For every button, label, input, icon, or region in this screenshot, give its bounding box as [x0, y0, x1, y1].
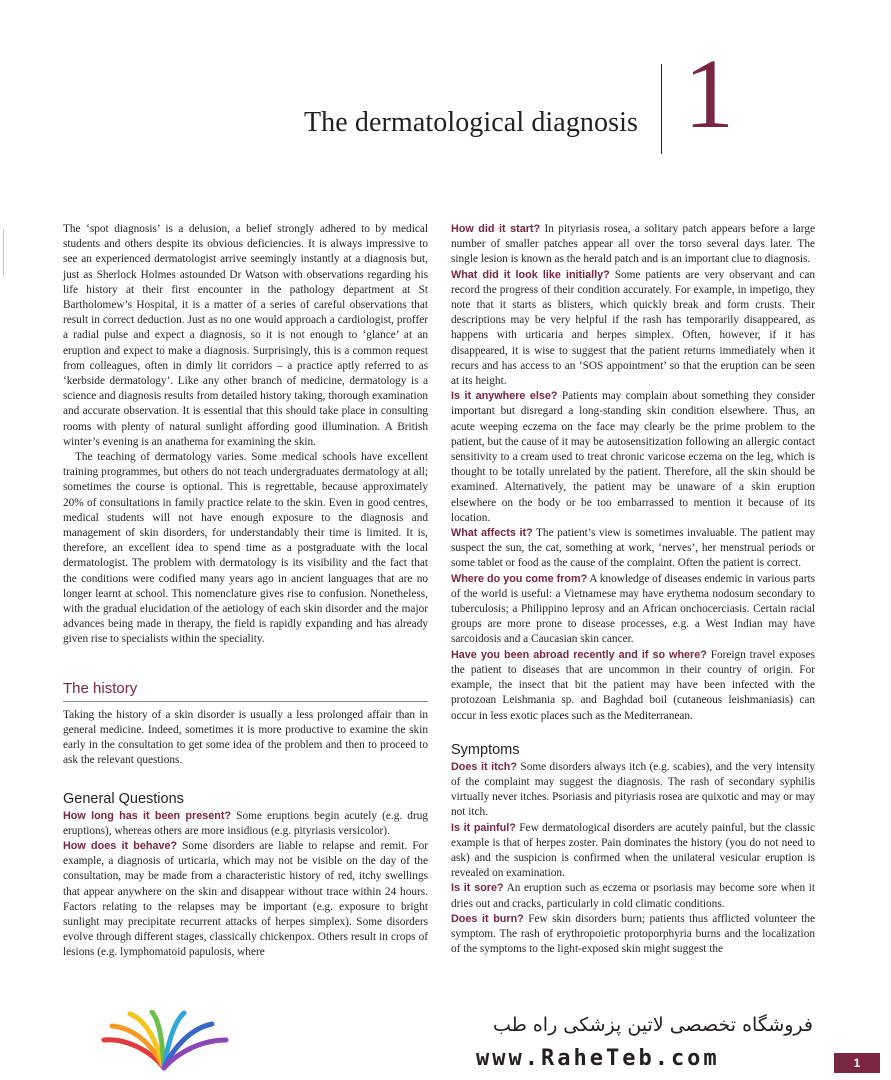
question-label: What affects it?	[451, 527, 533, 540]
question-paragraph	[451, 268, 815, 390]
right-column	[451, 222, 815, 957]
store-name: فروشگاه تخصصی لاتین پزشکی راه طب	[493, 1014, 813, 1036]
symptom-label: Is it painful?	[451, 821, 516, 834]
question-paragraph	[451, 222, 815, 268]
question-label: How did it start?	[451, 223, 541, 235]
question-text: A knowledge of diseases endemic in various parts of the world is useful: a Vietnamese may have erythema nodosum secondary to tuberculosis; a Philippino leprosy and an African onchocerciasis. Certain racial groups are more prone to disease processes, e.g. a West Indian may have sarcoidosis and a Caucasian skin cancer.	[451, 572, 815, 646]
chapter-title: The dermatological diagnosis	[303, 107, 638, 138]
question-paragraph	[451, 648, 815, 724]
open-book-logo-icon	[100, 1010, 230, 1072]
symptom-paragraph	[451, 881, 815, 911]
question-label: How long has it been present?	[63, 809, 232, 822]
symptom-paragraph	[451, 760, 815, 821]
question-text: In pityriasis rosea, a solitary patch appears before a large number of smaller patches appear all over the torso several days later. The single lesion is known as the herald patch and is an important clue to diagnosis.	[451, 223, 815, 266]
symptom-paragraph	[451, 912, 815, 958]
symptoms-heading: Symptoms	[451, 741, 520, 758]
intro-paragraph: The ‘spot diagnosis’ is a delusion, a belief strongly adhered to by medical students and others despite its obvious deficiencies. It is always impressive to see an experienced dermatologist arrive seemingly instantly at a diagnosis but, just as Sherlock Holmes astounded Dr Watson with observations regarding his life history at their first encounter in the pathology department at St Bartholomew’s Hospital, it is a matter of a series of careful observations that result in correct deduction. Just as no one would approach a cardiologist, proffer a radial pulse and expect a diagnosis, so it is not enough to ‘glance’ at an eruption and expect to make a diagnosis. Surprisingly, this is a common request from colleagues, often in dimly lit corridors – a practice aptly referred to as ‘kerbside dermatology’. Like any other branch of medicine, dermatology is a science and diagnosis results from detailed history taking, thorough examination and accurate observation. It is essential that this should take place in consulting rooms with plenty of natural sunlight affording good illumination. A British winter’s evening is an anathema for examining the skin.	[63, 223, 428, 448]
page-edge-mark	[3, 228, 8, 278]
question-label: Is it anywhere else?	[451, 390, 558, 403]
symptom-text: An eruption such as eczema or psoriasis may become sore when it dries out and cracks, particularly in cold climatic conditions.	[451, 882, 815, 910]
question-paragraph	[63, 839, 428, 961]
question-paragraph	[451, 572, 815, 648]
store-url[interactable]: www.RaheTeb.com	[476, 1046, 720, 1071]
title-divider	[661, 64, 662, 154]
intro-paragraph: The teaching of dermatology varies. Some medical schools have excellent training programmes, but others do not teach undergraduates dermatology at all; sometimes the course is optional. This is regrettable, because approximately 20% of consultations in family practice relate to the skin. Even in good centres, medical students will not have enough exposure to the diagnosis and management of skin disorders, for understandably their time is limited. It is, therefore, an excellent idea to spend time as a postgraduate with the local dermatologist. The problem with dermatology is its visibility and the fact that the conditions were codified many years ago in ancient languages that are no longer learnt at school. This nomenclature gives rise to confusion. Nonetheless, with the gradual elucidation of the aetiology of each skin disorder and the major advances being made in therapy, the field is rapidly expanding and has already given rise to specialists within the speciality.	[63, 451, 428, 646]
question-text: Some eruptions begin acutely (e.g. drug eruptions), whereas others are more insidious (e.g. pityriasis versicolor).	[63, 809, 428, 837]
general-questions-heading: General Questions	[63, 790, 184, 807]
symptom-paragraph	[451, 821, 815, 882]
question-paragraph	[451, 389, 815, 526]
question-paragraph	[451, 526, 815, 572]
question-text: Some patients are very observant and can record the progress of their condition accurately. For example, in impetigo, they note that it starts as blisters, which quickly break and form crusts. Their descriptions may be very helpful if the rash has temporarily disappeared, as happens with urticaria and herpes simplex. Often, however, if it has disappeared, it is wise to suggest that the patient returns immediately when it recurs and has access to an ‘SOS appointment’ so that the eruption can be seen at its height.	[451, 268, 816, 388]
question-text: Patients may complain about something they consider important but disregard a long-standing skin condition elsewhere. Thus, an acute weeping eczema on the face may clearly be the prime problem to the patient, but the cause of it may be autosensitization following an allergic contact sensitivity to a cream used to treat chronic varicose eczema on the leg, which is thought to be totally unrelated by the patient. Therefore, all the skin should be examined. Alternatively, the patient may be unaware of a skin eruption elsewhere on the body or be too embarrassed to mention it because of its location.	[451, 390, 815, 524]
question-text: Some disorders are liable to relapse and remit. For example, a diagnosis of urticaria, which may not be visible on the day of the consultation, may be made from a characteristic history of red, itchy swellings that appear anywhere on the skin and disappear without trace within 24 hours. Factors relating to the relapses may be important (e.g. exposure to bright sunlight may precipitate recurrent attacks of herpes simplex). Some disorders evolve through different stages, classically chickenpox. Others result in crops of lesions (e.g. lymphomatoid papulosis, where	[63, 839, 429, 959]
chapter-number: 1	[684, 38, 734, 149]
question-text: Foreign travel exposes the patient to diseases that are uncommon in their country of origin. For example, the insect that bit the patient may have been infected with the protozoan Leishmania sp. and Baghdad boil (cutaneous leishmaniasis) can occur in less exotic places such as the Mediterranean.	[451, 648, 815, 722]
history-paragraph: Taking the history of a skin disorder is usually a less prolonged affair than in general medicine. Indeed, sometimes it is more productive to examine the skin early in the consultation to get some idea of the problem and then to proceed to ask the relevant questions.	[63, 708, 428, 767]
question-paragraph	[63, 809, 428, 839]
question-label: What did it look like initially?	[451, 268, 610, 281]
history-heading: The history	[63, 680, 428, 702]
symptom-text: Few dermatological disorders are acutely painful, but the classic example is that of herpes zoster. Pain dominates the history (you do not need to ask) and the suspicion is confirmed when the unilateral vesicular eruption is revealed on examination.	[451, 821, 815, 880]
page-number: 1	[834, 1053, 880, 1073]
symptom-text: Some disorders always itch (e.g. scabies), and the very intensity of the complaint may suggest the diagnosis. The rash of secondary syphilis virtually never itches. Psoriasis and pityriasis rosea are quixotic and may or may not itch.	[451, 760, 815, 819]
question-text: The patient’s view is sometimes invaluable. The patient may suspect the sun, the cat, something at work, ‘nerves’, her menstrual periods or some tablet or food as the cause of the complaint. Often the patient is correct.	[451, 527, 815, 570]
symptom-label: Does it itch?	[451, 760, 517, 773]
question-label: Have you been abroad recently and if so where?	[451, 648, 707, 661]
symptom-label: Is it sore?	[451, 882, 504, 895]
left-column	[63, 222, 428, 961]
question-label: Where do you come from?	[451, 572, 588, 585]
symptom-label: Does it burn?	[451, 912, 524, 925]
symptom-text: Few skin disorders burn; patients thus afflicted volunteer the symptom. The rash of erythropoietic protoporphyria burns and the localization of the symptoms to the light-exposed skin might suggest the	[451, 912, 816, 956]
question-label: How does it behave?	[63, 839, 178, 852]
